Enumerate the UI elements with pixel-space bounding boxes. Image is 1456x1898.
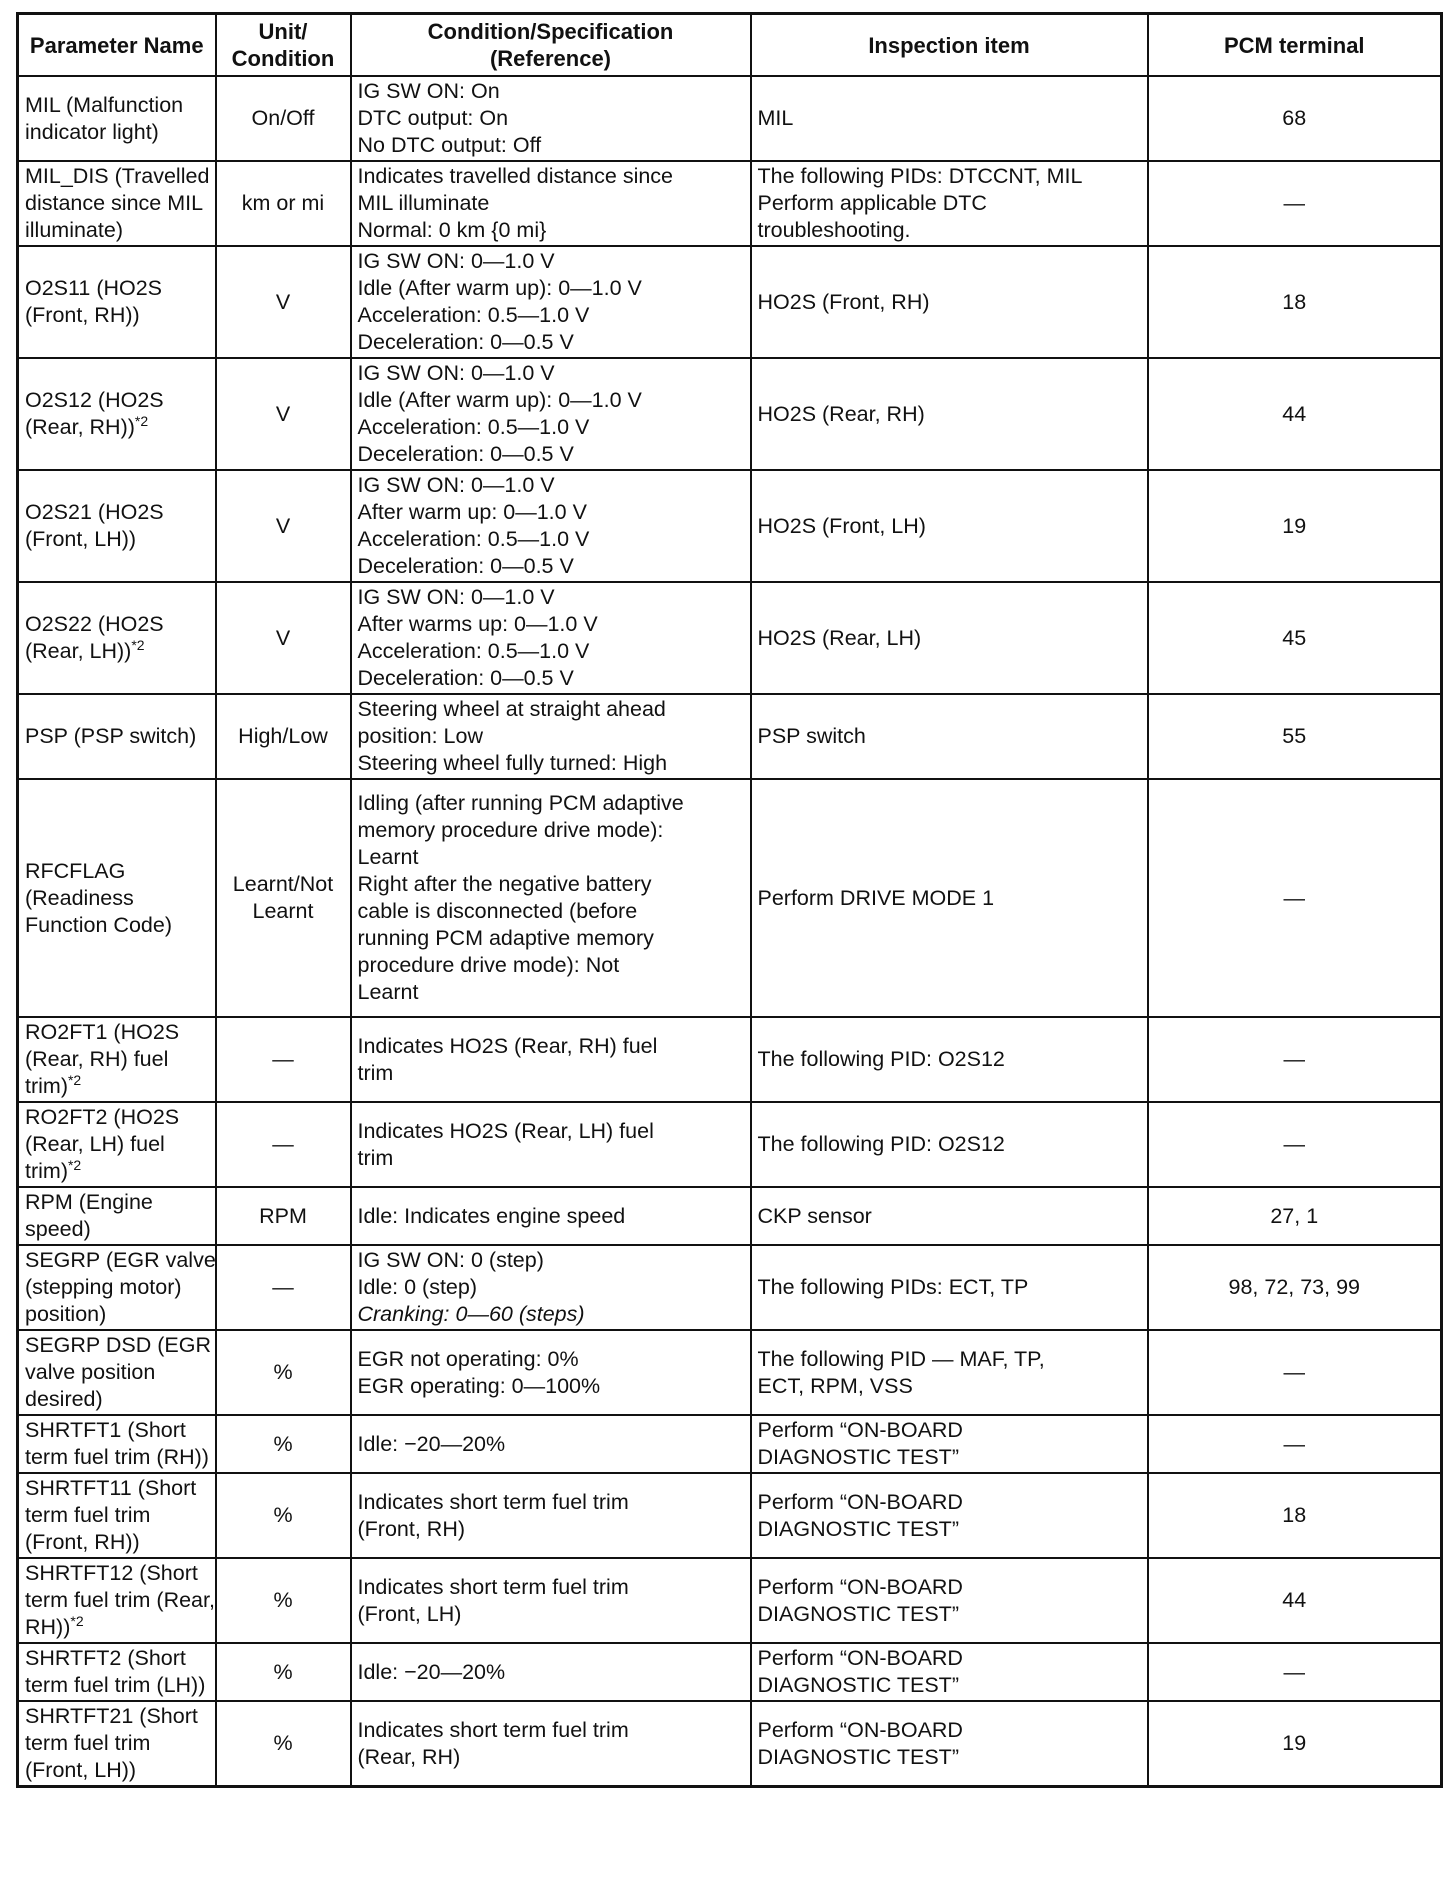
- table-row: [18, 76, 1442, 161]
- cell-text-line: ECT, RPM, VSS: [757, 1373, 913, 1398]
- cell-text-line: distance since MIL: [25, 191, 204, 215]
- cell-text-line: Indicates short term fuel trim: [357, 1489, 629, 1514]
- parameter-name-cell: [18, 246, 216, 358]
- cell-text-line: Perform “ON-BOARD: [757, 1717, 963, 1742]
- cell-text-line: valve position: [25, 1360, 156, 1384]
- pcm-terminal-cell: 68: [1148, 76, 1442, 161]
- table-row: [18, 1330, 1442, 1415]
- inspection-item-cell: [751, 1017, 1148, 1102]
- cell-text-line: km or mi: [241, 191, 325, 215]
- footnote-marker: *2: [67, 1156, 82, 1173]
- cell-text-line: V: [275, 625, 291, 650]
- condition-specification-cell: [351, 1415, 751, 1473]
- cell-text-line: Learnt/Not: [232, 872, 334, 896]
- cell-text-line: RO2FT2 (HO2S: [25, 1105, 180, 1129]
- table-row: [18, 582, 1442, 694]
- condition-specification-cell: [351, 1558, 751, 1643]
- cell-text-line: %: [273, 1659, 293, 1684]
- footnote-marker: *2: [67, 1071, 82, 1088]
- cell-text-line: Deceleration: 0—0.5 V: [357, 554, 574, 578]
- cell-text-line: (Front, LH)): [25, 1758, 137, 1782]
- inspection-item-cell: [751, 1415, 1148, 1473]
- cell-text-line: trim): [25, 1074, 68, 1098]
- cell-text-line: HO2S (Rear, RH): [757, 401, 925, 426]
- cell-text-line: SHRTFT21 (Short: [25, 1704, 198, 1728]
- table-row: [18, 358, 1442, 470]
- cell-text-line: Perform “ON-BOARD: [757, 1574, 963, 1599]
- condition-specification-cell: [351, 582, 751, 694]
- cell-text-line: CKP sensor: [757, 1203, 872, 1228]
- cell-text-line: The following PID — MAF, TP,: [757, 1346, 1045, 1371]
- inspection-item-cell: [751, 1473, 1148, 1558]
- unit-condition-cell: [216, 1643, 351, 1701]
- cell-text-line: Learnt: [357, 845, 419, 869]
- cell-text-line: O2S22 (HO2S: [25, 612, 164, 636]
- condition-specification-cell: [351, 1017, 751, 1102]
- parameter-last-line: [25, 638, 209, 665]
- condition-specification-cell: [351, 246, 751, 358]
- inspection-item-cell: [751, 1245, 1148, 1330]
- cell-text-line: Function Code): [25, 912, 172, 937]
- cell-text-line: Indicates short term fuel trim: [357, 1574, 629, 1599]
- parameter-name-cell: [18, 76, 216, 161]
- inspection-item-cell: [751, 1643, 1148, 1701]
- condition-specification-cell: [351, 779, 751, 1017]
- footnote-marker: *2: [134, 412, 149, 429]
- cell-text-line: RH)): [25, 1615, 71, 1639]
- cell-text-line: %: [273, 1588, 293, 1612]
- cell-text-line: RO2FT1 (HO2S: [25, 1020, 180, 1044]
- pcm-terminal-cell: 55: [1148, 694, 1442, 779]
- cell-text-line: Deceleration: 0—0.5 V: [357, 666, 574, 690]
- pcm-terminal-cell: —: [1148, 1017, 1442, 1102]
- parameter-name-cell: [18, 1187, 216, 1245]
- unit-condition-cell: [216, 161, 351, 246]
- document-page: [16, 12, 1440, 1788]
- cell-text-line: SHRTFT2 (Short: [25, 1646, 186, 1670]
- pcm-terminal-cell: 44: [1148, 1558, 1442, 1643]
- cell-text-line: Indicates travelled distance since: [357, 164, 674, 188]
- cell-text-line: The following PID: O2S12: [757, 1132, 1005, 1156]
- parameter-last-line: [25, 1158, 209, 1185]
- parameter-name-cell: [18, 1017, 216, 1102]
- cell-text-line: DIAGNOSTIC TEST”: [757, 1601, 959, 1626]
- cell-text-line: HO2S (Rear, LH): [757, 625, 922, 650]
- table-row: [18, 246, 1442, 358]
- pcm-terminal-cell: 98, 72, 73, 99: [1148, 1245, 1442, 1330]
- cell-text-line: MIL: [757, 106, 794, 130]
- table-row: [18, 1415, 1442, 1473]
- cell-text-line: V: [275, 401, 291, 426]
- cell-text-line: running PCM adaptive memory: [357, 926, 654, 950]
- cell-text-line: position): [25, 1302, 107, 1326]
- cell-text-line: trim: [357, 1145, 394, 1170]
- cell-text-line: trim): [25, 1159, 68, 1183]
- inspection-item-cell: [751, 1187, 1148, 1245]
- unit-condition-cell: [216, 694, 351, 779]
- cell-text-line: DIAGNOSTIC TEST”: [757, 1445, 959, 1469]
- header-condition-specification: Condition/Specification (Reference): [351, 14, 751, 77]
- header-row: [18, 14, 1442, 77]
- cell-text-line: %: [273, 1360, 293, 1384]
- inspection-item-cell: [751, 1558, 1148, 1643]
- cell-text-line: SHRTFT11 (Short: [25, 1476, 197, 1500]
- condition-specification-cell: [351, 1473, 751, 1558]
- cell-text-line: SEGRP (EGR valve: [25, 1248, 216, 1272]
- unit-condition-cell: [216, 1330, 351, 1415]
- pcm-terminal-cell: 18: [1148, 1473, 1442, 1558]
- unit-condition-cell: [216, 470, 351, 582]
- inspection-item-cell: [751, 582, 1148, 694]
- cell-text-line: The following PIDs: ECT, TP: [757, 1275, 1029, 1299]
- condition-specification-cell: [351, 1643, 751, 1701]
- cell-text-line: —: [272, 1132, 294, 1156]
- cell-text-line: Normal: 0 km {0 mi}: [357, 218, 547, 242]
- cell-text-line: memory procedure drive mode):: [357, 818, 664, 842]
- table-row: [18, 161, 1442, 246]
- condition-specification-cell: [351, 76, 751, 161]
- unit-condition-cell: [216, 1558, 351, 1643]
- pcm-terminal-cell: —: [1148, 1102, 1442, 1187]
- cell-text-line: Idle: Indicates engine speed: [357, 1203, 626, 1228]
- cell-text-line: cable is disconnected (before: [357, 899, 638, 923]
- cell-text-line: Acceleration: 0.5—1.0 V: [357, 527, 590, 551]
- table-row: [18, 1473, 1442, 1558]
- cell-text-line: Perform “ON-BOARD: [757, 1646, 963, 1670]
- cell-text-line: The following PID: O2S12: [757, 1047, 1005, 1071]
- cell-text-line: indicator light): [25, 119, 159, 144]
- cell-text-line: HO2S (Front, RH): [757, 289, 930, 314]
- table-header: [18, 14, 1442, 77]
- cell-text-line: DTC output: On: [357, 106, 509, 130]
- cell-text-line: %: [273, 1731, 293, 1755]
- cell-text-line: V: [275, 513, 291, 538]
- cell-text-line: Deceleration: 0—0.5 V: [357, 442, 574, 466]
- table-row: [18, 1701, 1442, 1787]
- cell-text-line: Acceleration: 0.5—1.0 V: [357, 415, 590, 439]
- cell-text-line: Steering wheel fully turned: High: [357, 751, 668, 775]
- pcm-terminal-cell: 19: [1148, 1701, 1442, 1787]
- cell-text-line: Deceleration: 0—0.5 V: [357, 330, 574, 354]
- cell-text-line: IG SW ON: 0—1.0 V: [357, 585, 555, 609]
- unit-condition-cell: [216, 1415, 351, 1473]
- cell-text-line: (Rear, LH) fuel: [25, 1132, 165, 1156]
- cell-text-line: SEGRP DSD (EGR: [25, 1333, 211, 1357]
- inspection-item-cell: [751, 358, 1148, 470]
- condition-specification-cell: [351, 358, 751, 470]
- parameter-name-cell: [18, 694, 216, 779]
- unit-condition-cell: [216, 779, 351, 1017]
- parameter-last-line: [25, 1073, 209, 1100]
- parameter-name-cell: [18, 1701, 216, 1787]
- parameter-name-cell: [18, 1102, 216, 1187]
- pid-monitor-table: [16, 12, 1443, 1788]
- pcm-terminal-cell: —: [1148, 161, 1442, 246]
- inspection-item-cell: [751, 161, 1148, 246]
- cell-text-line: (Rear, RH) fuel: [25, 1047, 169, 1071]
- condition-specification-cell: [351, 1245, 751, 1330]
- cell-text-line: Indicates short term fuel trim: [357, 1717, 629, 1742]
- parameter-name-cell: [18, 1643, 216, 1701]
- cell-text-line: (Front, RH): [357, 1516, 465, 1541]
- cell-text-line: No DTC output: Off: [357, 133, 542, 157]
- cell-text-line: Perform “ON-BOARD: [757, 1489, 963, 1514]
- inspection-item-cell: [751, 246, 1148, 358]
- inspection-item-cell: [751, 779, 1148, 1017]
- cell-text-line: Perform DRIVE MODE 1: [757, 885, 995, 910]
- cell-text-line: Perform “ON-BOARD: [757, 1418, 963, 1442]
- cell-text-line: Learnt: [357, 980, 419, 1004]
- cell-text-line: —: [272, 1047, 294, 1071]
- table-row: [18, 1187, 1442, 1245]
- parameter-last-line: [25, 1614, 209, 1641]
- cell-text-line: On/Off: [251, 106, 315, 130]
- cell-text-line: term fuel trim (RH)): [25, 1445, 209, 1469]
- unit-condition-cell: [216, 1701, 351, 1787]
- footnote-marker: *2: [131, 636, 145, 653]
- table-row: [18, 1643, 1442, 1701]
- cell-text-line: %: [273, 1503, 293, 1527]
- pcm-terminal-cell: —: [1148, 779, 1442, 1017]
- table-row: [18, 1017, 1442, 1102]
- inspection-item-cell: [751, 694, 1148, 779]
- cell-text-line: desired): [25, 1387, 103, 1411]
- parameter-name-cell: [18, 582, 216, 694]
- cell-text-line: (Readiness: [25, 885, 134, 910]
- pcm-terminal-cell: 44: [1148, 358, 1442, 470]
- cell-text-line: Steering wheel at straight ahead: [357, 697, 666, 721]
- cell-text-line: Idle: −20—20%: [357, 1431, 506, 1456]
- condition-specification-cell: [351, 470, 751, 582]
- condition-specification-cell: [351, 1701, 751, 1787]
- cell-text-line: Idle (After warm up): 0—1.0 V: [357, 388, 642, 412]
- parameter-name-cell: [18, 161, 216, 246]
- parameter-name-cell: [18, 1330, 216, 1415]
- pcm-terminal-cell: —: [1148, 1415, 1442, 1473]
- cell-text-line: troubleshooting.: [757, 218, 911, 242]
- cell-text-line: term fuel trim (LH)): [25, 1673, 206, 1697]
- inspection-item-cell: [751, 1330, 1148, 1415]
- table-row: [18, 1558, 1442, 1643]
- cell-text-line: RPM (Engine: [25, 1190, 153, 1214]
- cell-text-line: HO2S (Front, LH): [757, 513, 926, 538]
- cell-text-line: After warm up: 0—1.0 V: [357, 500, 587, 524]
- cell-text-line: speed): [25, 1217, 91, 1241]
- table-row: [18, 1102, 1442, 1187]
- cell-text-line: position: Low: [357, 724, 483, 748]
- table-row: [18, 470, 1442, 582]
- cell-text-line: Indicates HO2S (Rear, RH) fuel: [357, 1033, 658, 1058]
- condition-specification-cell: [351, 1102, 751, 1187]
- cell-text-line: DIAGNOSTIC TEST”: [757, 1744, 959, 1769]
- unit-condition-cell: [216, 76, 351, 161]
- cell-text-line: MIL_DIS (Travelled: [25, 164, 210, 188]
- cell-text-line: (Front, LH)): [25, 527, 137, 551]
- cell-text-line: Right after the negative battery: [357, 872, 652, 896]
- cell-text-line: IG SW ON: On: [357, 79, 500, 103]
- unit-condition-cell: [216, 1017, 351, 1102]
- cell-text-line: Learnt: [252, 899, 314, 923]
- cell-text-line: (Rear, RH): [357, 1744, 461, 1769]
- condition-specification-cell: [351, 1330, 751, 1415]
- cell-text-line: DIAGNOSTIC TEST”: [757, 1673, 959, 1697]
- unit-condition-cell: [216, 1245, 351, 1330]
- header-unit-condition: Unit/ Condition: [216, 14, 351, 77]
- cell-text-line: IG SW ON: 0—1.0 V: [357, 473, 555, 497]
- cell-text-line: (stepping motor): [25, 1275, 182, 1299]
- cell-text-line: (Rear, LH)): [25, 639, 132, 663]
- cell-text-line: O2S12 (HO2S: [25, 388, 164, 412]
- cell-text-line: (Rear, RH)): [25, 415, 135, 439]
- cell-text-line: RPM: [259, 1203, 307, 1228]
- pcm-terminal-cell: —: [1148, 1330, 1442, 1415]
- pcm-terminal-cell: 45: [1148, 582, 1442, 694]
- parameter-name-cell: [18, 1245, 216, 1330]
- pcm-terminal-cell: 19: [1148, 470, 1442, 582]
- table-row: [18, 779, 1442, 1017]
- pcm-terminal-cell: —: [1148, 1643, 1442, 1701]
- cell-text-line: —: [272, 1275, 294, 1299]
- cell-text-line: O2S11 (HO2S: [25, 276, 163, 300]
- cell-text-line: After warms up: 0—1.0 V: [357, 612, 598, 636]
- cell-text-line: O2S21 (HO2S: [25, 500, 164, 524]
- footnote-marker: *2: [70, 1612, 84, 1629]
- cell-text-line: The following PIDs: DTCCNT, MIL: [757, 164, 1083, 188]
- cell-text-line: Cranking: 0—60 (steps): [357, 1302, 585, 1326]
- cell-text-line: trim: [357, 1060, 394, 1085]
- cell-text-line: procedure drive mode): Not: [357, 953, 620, 977]
- inspection-item-cell: [751, 470, 1148, 582]
- unit-condition-cell: [216, 582, 351, 694]
- cell-text-line: MIL (Malfunction: [25, 92, 184, 117]
- header-inspection-item: Inspection item: [751, 14, 1148, 77]
- unit-condition-cell: [216, 1473, 351, 1558]
- cell-text-line: IG SW ON: 0—1.0 V: [357, 249, 555, 273]
- cell-text-line: RFCFLAG: [25, 858, 126, 883]
- inspection-item-cell: [751, 1102, 1148, 1187]
- cell-text-line: Acceleration: 0.5—1.0 V: [357, 303, 590, 327]
- cell-text-line: term fuel trim: [25, 1731, 151, 1755]
- cell-text-line: %: [273, 1431, 293, 1456]
- cell-text-line: (Front, RH)): [25, 303, 140, 327]
- cell-text-line: EGR operating: 0—100%: [357, 1373, 601, 1398]
- parameter-last-line: [25, 414, 209, 441]
- unit-condition-cell: [216, 1187, 351, 1245]
- parameter-name-cell: [18, 779, 216, 1017]
- cell-text-line: MIL illuminate: [357, 191, 490, 215]
- cell-text-line: High/Low: [238, 724, 328, 748]
- cell-text-line: PSP (PSP switch): [25, 724, 197, 748]
- cell-text-line: Indicates HO2S (Rear, LH) fuel: [357, 1118, 654, 1143]
- parameter-name-cell: [18, 1415, 216, 1473]
- cell-text-line: IG SW ON: 0 (step): [357, 1248, 544, 1272]
- table-row: [18, 694, 1442, 779]
- cell-text-line: EGR not operating: 0%: [357, 1346, 579, 1371]
- cell-text-line: Idling (after running PCM adaptive: [357, 791, 684, 815]
- parameter-name-cell: [18, 470, 216, 582]
- cell-text-line: IG SW ON: 0—1.0 V: [357, 361, 555, 385]
- inspection-item-cell: [751, 76, 1148, 161]
- unit-condition-cell: [216, 246, 351, 358]
- cell-text-line: (Front, LH): [357, 1601, 462, 1626]
- parameter-name-cell: [18, 1473, 216, 1558]
- cell-text-line: Acceleration: 0.5—1.0 V: [357, 639, 590, 663]
- cell-text-line: illuminate): [25, 218, 123, 242]
- cell-text-line: term fuel trim: [25, 1503, 151, 1527]
- condition-specification-cell: [351, 161, 751, 246]
- cell-text-line: PSP switch: [757, 724, 866, 748]
- condition-specification-cell: [351, 694, 751, 779]
- cell-text-line: SHRTFT12 (Short: [25, 1561, 198, 1585]
- parameter-name-cell: [18, 1558, 216, 1643]
- cell-text-line: (Front, RH)): [25, 1530, 140, 1554]
- unit-condition-cell: [216, 358, 351, 470]
- cell-text-line: term fuel trim (Rear,: [25, 1588, 215, 1612]
- cell-text-line: DIAGNOSTIC TEST”: [757, 1516, 959, 1541]
- header-parameter-name: Parameter Name: [18, 14, 216, 77]
- cell-text-line: Idle: 0 (step): [357, 1275, 477, 1299]
- pcm-terminal-cell: 27, 1: [1148, 1187, 1442, 1245]
- header-pcm-terminal: PCM terminal: [1148, 14, 1442, 77]
- table-body: [18, 76, 1442, 1787]
- pcm-terminal-cell: 18: [1148, 246, 1442, 358]
- cell-text-line: Idle: −20—20%: [357, 1659, 506, 1684]
- unit-condition-cell: [216, 1102, 351, 1187]
- cell-text-line: SHRTFT1 (Short: [25, 1418, 186, 1442]
- cell-text-line: Idle (After warm up): 0—1.0 V: [357, 276, 642, 300]
- table-row: [18, 1245, 1442, 1330]
- cell-text-line: Perform applicable DTC: [757, 191, 987, 215]
- parameter-name-cell: [18, 358, 216, 470]
- cell-text-line: V: [275, 289, 291, 314]
- condition-specification-cell: [351, 1187, 751, 1245]
- inspection-item-cell: [751, 1701, 1148, 1787]
